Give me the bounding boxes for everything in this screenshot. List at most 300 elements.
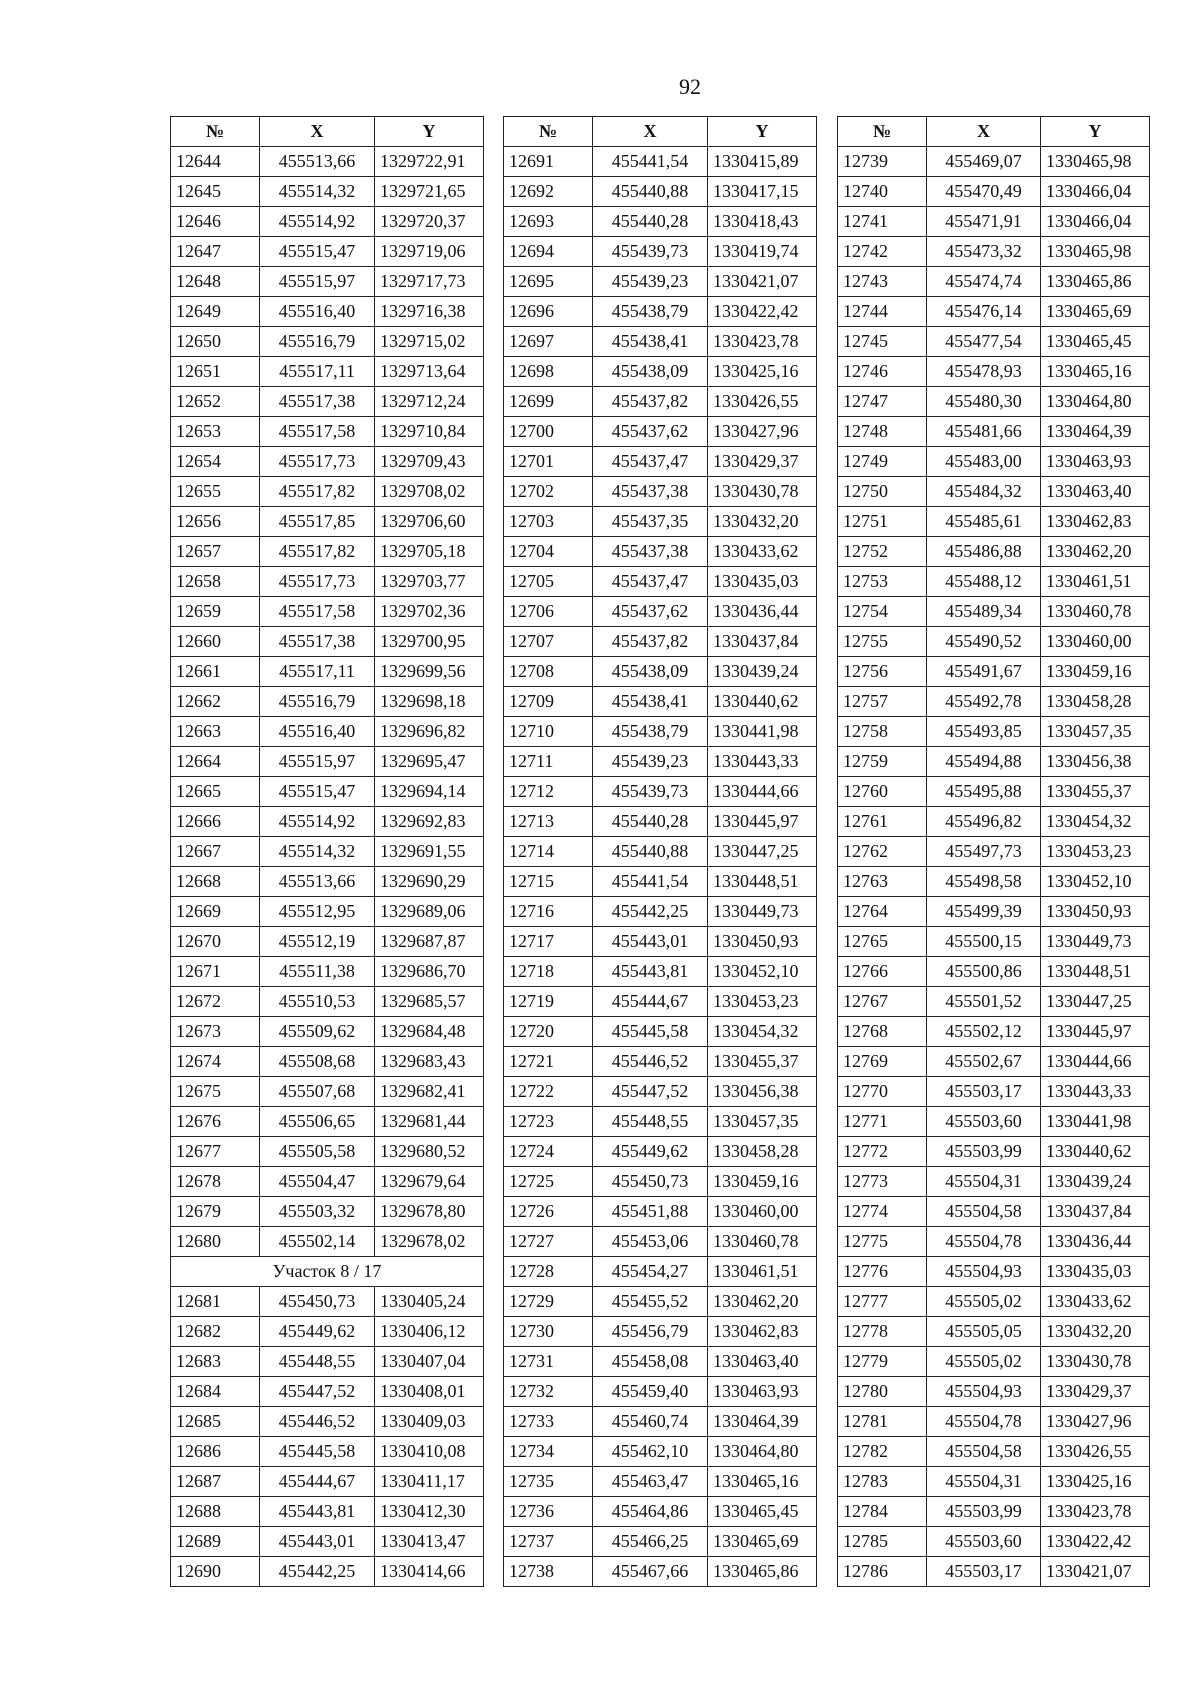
x-coordinate-cell: 455514,32 xyxy=(260,837,375,867)
y-coordinate-cell: 1330413,47 xyxy=(375,1527,484,1557)
table-row xyxy=(838,567,1150,597)
x-coordinate-cell: 455446,52 xyxy=(593,1047,708,1077)
table-row xyxy=(838,237,1150,267)
point-number-cell: 12658 xyxy=(171,567,260,597)
x-coordinate-cell: 455450,73 xyxy=(260,1287,375,1317)
x-coordinate-cell: 455500,86 xyxy=(927,957,1041,987)
y-coordinate-cell: 1329699,56 xyxy=(375,657,484,687)
y-coordinate-cell: 1330466,04 xyxy=(1041,207,1150,237)
point-number-cell: 12755 xyxy=(838,627,927,657)
point-number-cell: 12706 xyxy=(504,597,593,627)
table-row xyxy=(838,867,1150,897)
x-coordinate-cell: 455438,79 xyxy=(593,297,708,327)
point-number-cell: 12741 xyxy=(838,207,927,237)
table-row xyxy=(504,1227,817,1257)
table-body xyxy=(504,147,817,1587)
table-row xyxy=(171,1167,484,1197)
x-coordinate-cell: 455504,31 xyxy=(927,1167,1041,1197)
point-number-cell: 12687 xyxy=(171,1467,260,1497)
table-row xyxy=(171,807,484,837)
point-number-cell: 12680 xyxy=(171,1227,260,1257)
table-row xyxy=(171,447,484,477)
point-number-cell: 12770 xyxy=(838,1077,927,1107)
y-coordinate-cell: 1330414,66 xyxy=(375,1557,484,1587)
x-coordinate-cell: 455516,79 xyxy=(260,687,375,717)
x-coordinate-cell: 455440,88 xyxy=(593,177,708,207)
table-row xyxy=(504,1317,817,1347)
point-number-cell: 12738 xyxy=(504,1557,593,1587)
table-row xyxy=(171,627,484,657)
point-number-cell: 12677 xyxy=(171,1137,260,1167)
y-coordinate-cell: 1330433,62 xyxy=(708,537,817,567)
point-number-cell: 12751 xyxy=(838,507,927,537)
point-number-cell: 12725 xyxy=(504,1167,593,1197)
point-number-cell: 12776 xyxy=(838,1257,927,1287)
table-row xyxy=(838,447,1150,477)
table-row xyxy=(838,1167,1150,1197)
table-row xyxy=(504,1017,817,1047)
table-row xyxy=(171,297,484,327)
y-coordinate-cell: 1330465,69 xyxy=(708,1527,817,1557)
x-coordinate-cell: 455514,92 xyxy=(260,807,375,837)
y-coordinate-cell: 1330460,78 xyxy=(708,1227,817,1257)
y-coordinate-cell: 1330460,00 xyxy=(1041,627,1150,657)
y-coordinate-cell: 1330429,37 xyxy=(1041,1377,1150,1407)
x-coordinate-cell: 455503,17 xyxy=(927,1557,1041,1587)
y-coordinate-cell: 1330450,93 xyxy=(708,927,817,957)
y-coordinate-cell: 1329700,95 xyxy=(375,627,484,657)
y-coordinate-cell: 1330427,96 xyxy=(708,417,817,447)
point-number-cell: 12683 xyxy=(171,1347,260,1377)
x-coordinate-cell: 455437,62 xyxy=(593,597,708,627)
point-number-cell: 12705 xyxy=(504,567,593,597)
point-number-cell: 12701 xyxy=(504,447,593,477)
y-coordinate-cell: 1329678,80 xyxy=(375,1197,484,1227)
point-number-cell: 12696 xyxy=(504,297,593,327)
table-row xyxy=(504,1377,817,1407)
table-row xyxy=(838,627,1150,657)
point-number-cell: 12670 xyxy=(171,927,260,957)
point-number-cell: 12786 xyxy=(838,1557,927,1587)
point-number-cell: 12750 xyxy=(838,477,927,507)
x-coordinate-cell: 455444,67 xyxy=(593,987,708,1017)
point-number-cell: 12779 xyxy=(838,1347,927,1377)
point-number-cell: 12730 xyxy=(504,1317,593,1347)
column-header-x: X xyxy=(260,117,375,147)
y-coordinate-cell: 1329708,02 xyxy=(375,477,484,507)
x-coordinate-cell: 455517,11 xyxy=(260,657,375,687)
table-row xyxy=(171,147,484,177)
table-row xyxy=(504,927,817,957)
y-coordinate-cell: 1330465,45 xyxy=(708,1497,817,1527)
x-coordinate-cell: 455503,60 xyxy=(927,1107,1041,1137)
y-coordinate-cell: 1330441,98 xyxy=(1041,1107,1150,1137)
x-coordinate-cell: 455502,14 xyxy=(260,1227,375,1257)
point-number-cell: 12759 xyxy=(838,747,927,777)
y-coordinate-cell: 1330406,12 xyxy=(375,1317,484,1347)
column-header-number: № xyxy=(838,117,927,147)
point-number-cell: 12724 xyxy=(504,1137,593,1167)
y-coordinate-cell: 1330440,62 xyxy=(708,687,817,717)
y-coordinate-cell: 1330452,10 xyxy=(708,957,817,987)
x-coordinate-cell: 455488,12 xyxy=(927,567,1041,597)
point-number-cell: 12692 xyxy=(504,177,593,207)
y-coordinate-cell: 1330465,45 xyxy=(1041,327,1150,357)
x-coordinate-cell: 455450,73 xyxy=(593,1167,708,1197)
y-coordinate-cell: 1329691,55 xyxy=(375,837,484,867)
y-coordinate-cell: 1330417,15 xyxy=(708,177,817,207)
table-row xyxy=(838,777,1150,807)
point-number-cell: 12722 xyxy=(504,1077,593,1107)
point-number-cell: 12737 xyxy=(504,1527,593,1557)
coordinate-table-1 xyxy=(170,116,484,1587)
point-number-cell: 12777 xyxy=(838,1287,927,1317)
point-number-cell: 12720 xyxy=(504,1017,593,1047)
x-coordinate-cell: 455517,58 xyxy=(260,597,375,627)
y-coordinate-cell: 1330445,97 xyxy=(708,807,817,837)
table-row xyxy=(171,687,484,717)
table-row xyxy=(838,1527,1150,1557)
x-coordinate-cell: 455476,14 xyxy=(927,297,1041,327)
y-coordinate-cell: 1330463,40 xyxy=(1041,477,1150,507)
point-number-cell: 12661 xyxy=(171,657,260,687)
y-coordinate-cell: 1330443,33 xyxy=(1041,1077,1150,1107)
x-coordinate-cell: 455439,23 xyxy=(593,747,708,777)
point-number-cell: 12697 xyxy=(504,327,593,357)
point-number-cell: 12746 xyxy=(838,357,927,387)
column-header-y: Y xyxy=(1041,117,1150,147)
point-number-cell: 12783 xyxy=(838,1467,927,1497)
y-coordinate-cell: 1330463,93 xyxy=(708,1377,817,1407)
y-coordinate-cell: 1330447,25 xyxy=(708,837,817,867)
y-coordinate-cell: 1329710,84 xyxy=(375,417,484,447)
table-row xyxy=(504,237,817,267)
x-coordinate-cell: 455441,54 xyxy=(593,867,708,897)
point-number-cell: 12723 xyxy=(504,1107,593,1137)
point-number-cell: 12756 xyxy=(838,657,927,687)
table-row xyxy=(838,387,1150,417)
y-coordinate-cell: 1330422,42 xyxy=(708,297,817,327)
point-number-cell: 12647 xyxy=(171,237,260,267)
point-number-cell: 12754 xyxy=(838,597,927,627)
table-row xyxy=(838,207,1150,237)
x-coordinate-cell: 455445,58 xyxy=(260,1437,375,1467)
x-coordinate-cell: 455438,41 xyxy=(593,687,708,717)
table-header-row xyxy=(504,117,817,147)
x-coordinate-cell: 455440,28 xyxy=(593,807,708,837)
table-row xyxy=(504,987,817,1017)
x-coordinate-cell: 455440,88 xyxy=(593,837,708,867)
x-coordinate-cell: 455437,82 xyxy=(593,627,708,657)
x-coordinate-cell: 455504,78 xyxy=(927,1407,1041,1437)
point-number-cell: 12711 xyxy=(504,747,593,777)
y-coordinate-cell: 1330430,78 xyxy=(1041,1347,1150,1377)
table-row xyxy=(838,177,1150,207)
x-coordinate-cell: 455517,38 xyxy=(260,387,375,417)
point-number-cell: 12693 xyxy=(504,207,593,237)
x-coordinate-cell: 455478,93 xyxy=(927,357,1041,387)
table-row xyxy=(504,177,817,207)
x-coordinate-cell: 455447,52 xyxy=(593,1077,708,1107)
table-row xyxy=(171,1107,484,1137)
table-row xyxy=(504,327,817,357)
table-row xyxy=(838,1137,1150,1167)
x-coordinate-cell: 455495,88 xyxy=(927,777,1041,807)
y-coordinate-cell: 1330415,89 xyxy=(708,147,817,177)
table-row xyxy=(838,147,1150,177)
x-coordinate-cell: 455504,58 xyxy=(927,1197,1041,1227)
table-row xyxy=(504,1347,817,1377)
y-coordinate-cell: 1330464,39 xyxy=(1041,417,1150,447)
table-row xyxy=(504,1197,817,1227)
point-number-cell: 12707 xyxy=(504,627,593,657)
x-coordinate-cell: 455517,85 xyxy=(260,507,375,537)
point-number-cell: 12772 xyxy=(838,1137,927,1167)
point-number-cell: 12664 xyxy=(171,747,260,777)
table-row xyxy=(838,537,1150,567)
x-coordinate-cell: 455503,17 xyxy=(927,1077,1041,1107)
x-coordinate-cell: 455458,08 xyxy=(593,1347,708,1377)
y-coordinate-cell: 1330465,16 xyxy=(708,1467,817,1497)
table-row xyxy=(838,507,1150,537)
point-number-cell: 12749 xyxy=(838,447,927,477)
x-coordinate-cell: 455515,97 xyxy=(260,747,375,777)
table-header-row xyxy=(838,117,1150,147)
column-header-x: X xyxy=(593,117,708,147)
table-row xyxy=(838,597,1150,627)
table-row xyxy=(504,1077,817,1107)
point-number-cell: 12672 xyxy=(171,987,260,1017)
table-row xyxy=(504,687,817,717)
x-coordinate-cell: 455473,32 xyxy=(927,237,1041,267)
y-coordinate-cell: 1329696,82 xyxy=(375,717,484,747)
point-number-cell: 12648 xyxy=(171,267,260,297)
x-coordinate-cell: 455515,47 xyxy=(260,237,375,267)
y-coordinate-cell: 1330460,78 xyxy=(1041,597,1150,627)
y-coordinate-cell: 1330410,08 xyxy=(375,1437,484,1467)
point-number-cell: 12733 xyxy=(504,1407,593,1437)
table-row xyxy=(171,717,484,747)
x-coordinate-cell: 455485,61 xyxy=(927,507,1041,537)
x-coordinate-cell: 455438,79 xyxy=(593,717,708,747)
x-coordinate-cell: 455437,47 xyxy=(593,567,708,597)
table-row xyxy=(171,417,484,447)
x-coordinate-cell: 455437,38 xyxy=(593,477,708,507)
x-coordinate-cell: 455454,27 xyxy=(593,1257,708,1287)
point-number-cell: 12734 xyxy=(504,1437,593,1467)
table-row xyxy=(838,747,1150,777)
point-number-cell: 12649 xyxy=(171,297,260,327)
y-coordinate-cell: 1330408,01 xyxy=(375,1377,484,1407)
table-row xyxy=(504,267,817,297)
point-number-cell: 12745 xyxy=(838,327,927,357)
table-row xyxy=(171,597,484,627)
coordinate-table-2 xyxy=(503,116,817,1587)
y-coordinate-cell: 1330412,30 xyxy=(375,1497,484,1527)
table-row xyxy=(171,207,484,237)
y-coordinate-cell: 1329720,37 xyxy=(375,207,484,237)
point-number-cell: 12742 xyxy=(838,237,927,267)
y-coordinate-cell: 1330423,78 xyxy=(708,327,817,357)
point-number-cell: 12782 xyxy=(838,1437,927,1467)
table-row xyxy=(504,867,817,897)
column-header-number: № xyxy=(171,117,260,147)
point-number-cell: 12660 xyxy=(171,627,260,657)
point-number-cell: 12681 xyxy=(171,1287,260,1317)
point-number-cell: 12778 xyxy=(838,1317,927,1347)
point-number-cell: 12669 xyxy=(171,897,260,927)
table-row xyxy=(838,927,1150,957)
point-number-cell: 12715 xyxy=(504,867,593,897)
x-coordinate-cell: 455493,85 xyxy=(927,717,1041,747)
x-coordinate-cell: 455443,01 xyxy=(260,1527,375,1557)
table-row xyxy=(171,387,484,417)
y-coordinate-cell: 1330456,38 xyxy=(708,1077,817,1107)
table-row xyxy=(838,837,1150,867)
point-number-cell: 12674 xyxy=(171,1047,260,1077)
x-coordinate-cell: 455514,92 xyxy=(260,207,375,237)
y-coordinate-cell: 1329687,87 xyxy=(375,927,484,957)
y-coordinate-cell: 1330460,00 xyxy=(708,1197,817,1227)
table-row xyxy=(504,207,817,237)
y-coordinate-cell: 1330436,44 xyxy=(708,597,817,627)
point-number-cell: 12780 xyxy=(838,1377,927,1407)
y-coordinate-cell: 1330462,20 xyxy=(708,1287,817,1317)
table-row xyxy=(504,297,817,327)
column-header-y: Y xyxy=(375,117,484,147)
point-number-cell: 12762 xyxy=(838,837,927,867)
x-coordinate-cell: 455503,32 xyxy=(260,1197,375,1227)
y-coordinate-cell: 1330459,16 xyxy=(708,1167,817,1197)
point-number-cell: 12645 xyxy=(171,177,260,207)
y-coordinate-cell: 1330465,98 xyxy=(1041,147,1150,177)
y-coordinate-cell: 1330453,23 xyxy=(1041,837,1150,867)
x-coordinate-cell: 455507,68 xyxy=(260,1077,375,1107)
point-number-cell: 12694 xyxy=(504,237,593,267)
table-row xyxy=(838,297,1150,327)
x-coordinate-cell: 455505,02 xyxy=(927,1287,1041,1317)
y-coordinate-cell: 1329685,57 xyxy=(375,987,484,1017)
table-row xyxy=(171,567,484,597)
table-row xyxy=(171,1137,484,1167)
x-coordinate-cell: 455456,79 xyxy=(593,1317,708,1347)
point-number-cell: 12654 xyxy=(171,447,260,477)
x-coordinate-cell: 455499,39 xyxy=(927,897,1041,927)
y-coordinate-cell: 1330466,04 xyxy=(1041,177,1150,207)
y-coordinate-cell: 1329681,44 xyxy=(375,1107,484,1137)
y-coordinate-cell: 1329719,06 xyxy=(375,237,484,267)
x-coordinate-cell: 455505,05 xyxy=(927,1317,1041,1347)
table-row xyxy=(504,1107,817,1137)
y-coordinate-cell: 1330450,93 xyxy=(1041,897,1150,927)
x-coordinate-cell: 455442,25 xyxy=(593,897,708,927)
point-number-cell: 12784 xyxy=(838,1497,927,1527)
table-row xyxy=(171,837,484,867)
table-row xyxy=(171,747,484,777)
table-row xyxy=(504,657,817,687)
x-coordinate-cell: 455469,07 xyxy=(927,147,1041,177)
table-row xyxy=(504,747,817,777)
y-coordinate-cell: 1330439,24 xyxy=(1041,1167,1150,1197)
y-coordinate-cell: 1330419,74 xyxy=(708,237,817,267)
x-coordinate-cell: 455489,34 xyxy=(927,597,1041,627)
point-number-cell: 12716 xyxy=(504,897,593,927)
table-row xyxy=(504,567,817,597)
table-row xyxy=(504,837,817,867)
point-number-cell: 12667 xyxy=(171,837,260,867)
table-row xyxy=(838,687,1150,717)
table-row xyxy=(171,237,484,267)
column-header-y: Y xyxy=(708,117,817,147)
point-number-cell: 12769 xyxy=(838,1047,927,1077)
y-coordinate-cell: 1330464,39 xyxy=(708,1407,817,1437)
point-number-cell: 12678 xyxy=(171,1167,260,1197)
table-header-row xyxy=(171,117,484,147)
table-row xyxy=(838,897,1150,927)
x-coordinate-cell: 455437,35 xyxy=(593,507,708,537)
y-coordinate-cell: 1329717,73 xyxy=(375,267,484,297)
x-coordinate-cell: 455503,99 xyxy=(927,1137,1041,1167)
table-row xyxy=(171,537,484,567)
point-number-cell: 12773 xyxy=(838,1167,927,1197)
x-coordinate-cell: 455447,52 xyxy=(260,1377,375,1407)
x-coordinate-cell: 455512,19 xyxy=(260,927,375,957)
x-coordinate-cell: 455449,62 xyxy=(260,1317,375,1347)
point-number-cell: 12747 xyxy=(838,387,927,417)
x-coordinate-cell: 455442,25 xyxy=(260,1557,375,1587)
x-coordinate-cell: 455515,47 xyxy=(260,777,375,807)
column-header-number: № xyxy=(504,117,593,147)
y-coordinate-cell: 1329713,64 xyxy=(375,357,484,387)
y-coordinate-cell: 1330458,28 xyxy=(1041,687,1150,717)
table-row xyxy=(504,1137,817,1167)
x-coordinate-cell: 455459,40 xyxy=(593,1377,708,1407)
table-row xyxy=(838,1407,1150,1437)
point-number-cell: 12765 xyxy=(838,927,927,957)
y-coordinate-cell: 1330445,97 xyxy=(1041,1017,1150,1047)
table-row xyxy=(171,1497,484,1527)
y-coordinate-cell: 1329689,06 xyxy=(375,897,484,927)
x-coordinate-cell: 455439,73 xyxy=(593,237,708,267)
table-row xyxy=(838,1557,1150,1587)
table-row xyxy=(838,417,1150,447)
point-number-cell: 12710 xyxy=(504,717,593,747)
point-number-cell: 12682 xyxy=(171,1317,260,1347)
x-coordinate-cell: 455491,67 xyxy=(927,657,1041,687)
x-coordinate-cell: 455515,97 xyxy=(260,267,375,297)
table-row xyxy=(171,657,484,687)
point-number-cell: 12766 xyxy=(838,957,927,987)
table-row xyxy=(504,1407,817,1437)
point-number-cell: 12735 xyxy=(504,1467,593,1497)
table-row xyxy=(171,1347,484,1377)
y-coordinate-cell: 1329722,91 xyxy=(375,147,484,177)
x-coordinate-cell: 455448,55 xyxy=(593,1107,708,1137)
x-coordinate-cell: 455486,88 xyxy=(927,537,1041,567)
table-row xyxy=(504,717,817,747)
y-coordinate-cell: 1330448,51 xyxy=(708,867,817,897)
x-coordinate-cell: 455516,79 xyxy=(260,327,375,357)
x-coordinate-cell: 455446,52 xyxy=(260,1407,375,1437)
point-number-cell: 12764 xyxy=(838,897,927,927)
point-number-cell: 12689 xyxy=(171,1527,260,1557)
section-label: Участок 8 / 17 xyxy=(171,1257,484,1287)
y-coordinate-cell: 1330464,80 xyxy=(708,1437,817,1467)
table-row xyxy=(838,1437,1150,1467)
y-coordinate-cell: 1330465,86 xyxy=(708,1557,817,1587)
table-row xyxy=(504,897,817,927)
x-coordinate-cell: 455474,74 xyxy=(927,267,1041,297)
